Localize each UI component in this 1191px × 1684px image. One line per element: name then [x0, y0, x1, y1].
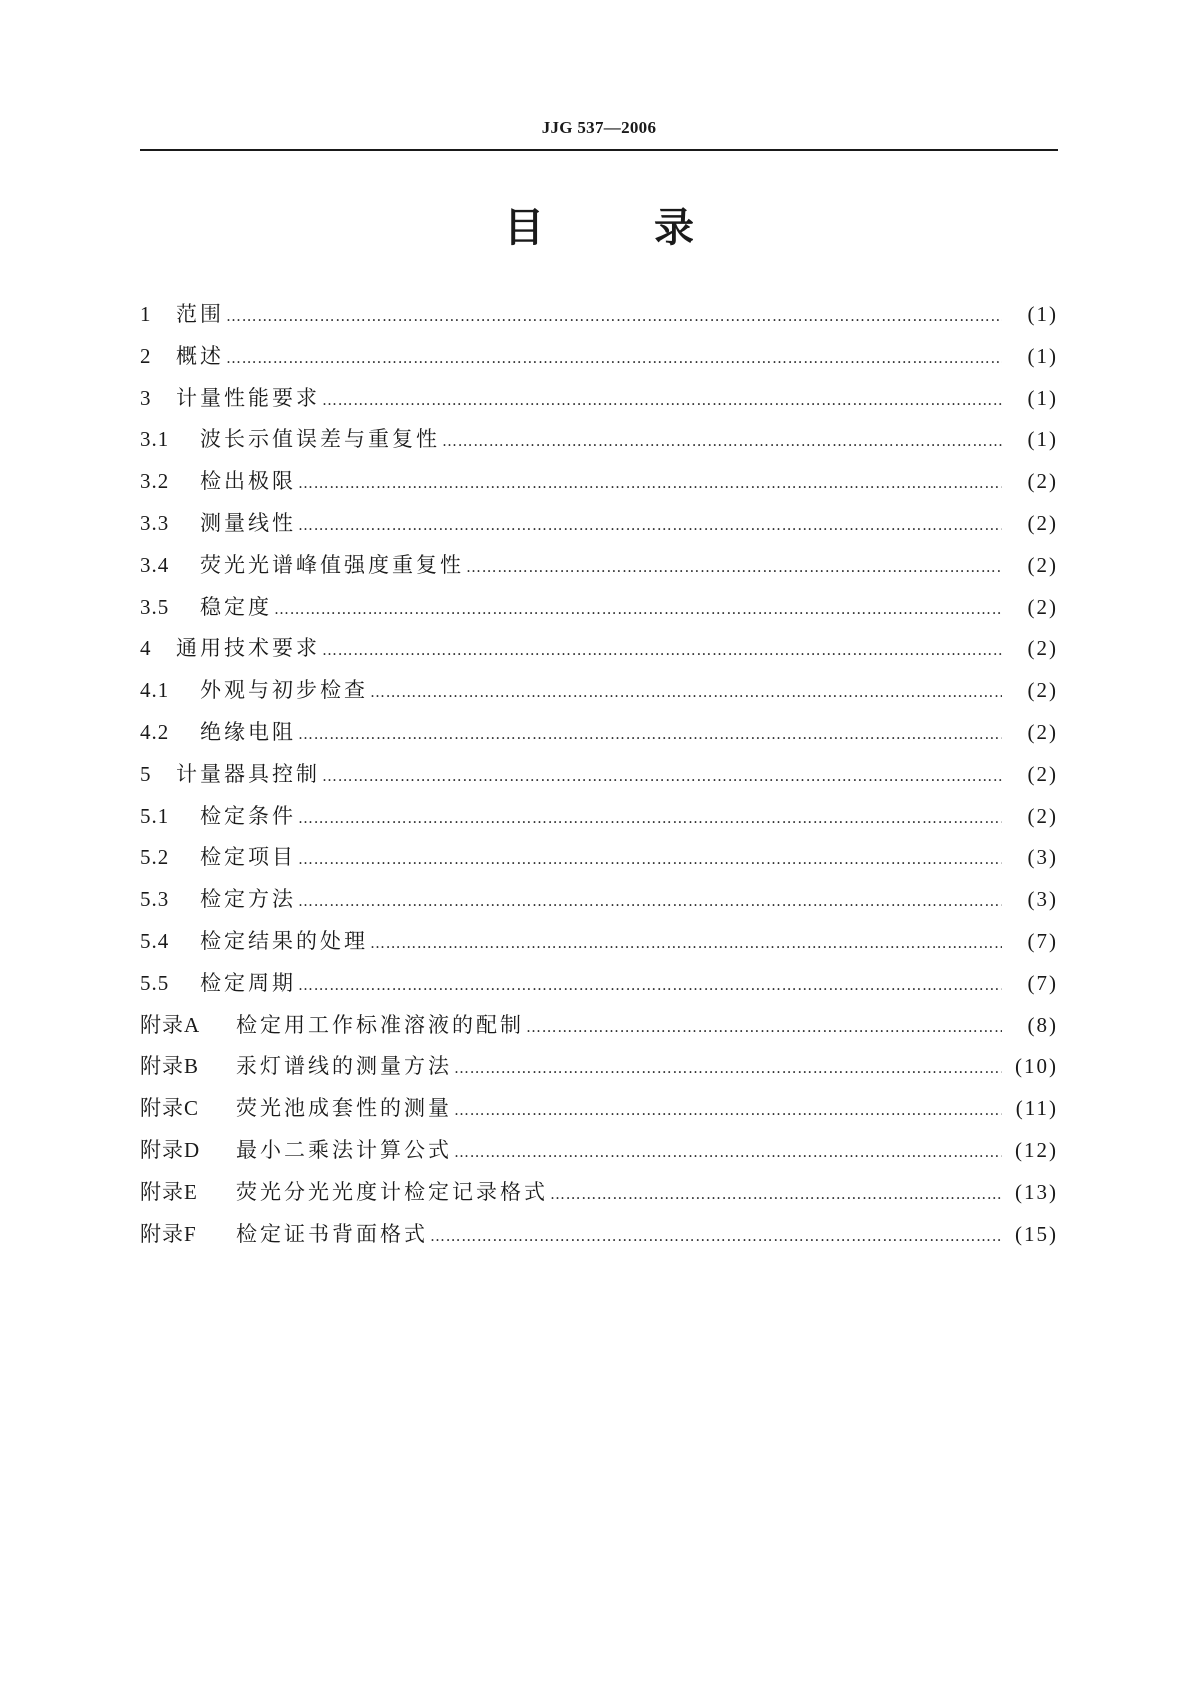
toc-entry[interactable]: [140, 336, 1058, 378]
toc-entry-label: 检定方法: [200, 887, 296, 912]
toc-entry-label: 检出极限: [200, 469, 296, 494]
toc-entry-number: 5.3: [140, 887, 170, 912]
toc-entry-leader: [322, 630, 1002, 672]
toc-entry-number: 3.5: [140, 594, 170, 619]
toc-entry[interactable]: [140, 963, 1058, 1005]
toc-entry-number: 5.5: [140, 970, 170, 995]
toc-entry-number: 4.2: [140, 719, 170, 744]
toc-entry-number: 附录C: [140, 1096, 200, 1121]
toc-entry-leader: [298, 463, 1002, 505]
toc-entry-page: (2): [1027, 552, 1058, 577]
toc-entry-page: (1): [1027, 302, 1058, 326]
toc-entry[interactable]: [140, 754, 1058, 796]
toc-entry-leader: [370, 672, 1002, 714]
toc-entry-number: 附录D: [140, 1137, 201, 1162]
toc-entry[interactable]: [140, 879, 1058, 921]
toc-entry-number: 3.1: [140, 427, 170, 452]
toc-entry[interactable]: [140, 670, 1058, 712]
toc-entry-label: 通用技术要求: [176, 636, 320, 661]
toc-entry-leader: [226, 296, 1002, 338]
toc-entry-label: 最小二乘法计算公式: [236, 1137, 452, 1162]
toc-entry-label: 检定用工作标准溶液的配制: [236, 1012, 524, 1037]
toc-entry-label: 检定项目: [200, 845, 296, 870]
toc-entry[interactable]: [140, 1088, 1058, 1130]
toc-entry-number: 5.1: [140, 803, 170, 828]
toc-entry[interactable]: [140, 1130, 1058, 1172]
table-of-contents: [140, 294, 1058, 1255]
toc-entry-leader: [454, 1048, 1002, 1090]
toc-entry[interactable]: [140, 1172, 1058, 1214]
toc-entry-leader: [298, 965, 1002, 1007]
toc-entry-page: (2): [1027, 678, 1058, 703]
toc-entry-number: 附录E: [140, 1179, 198, 1204]
toc-entry-number: 附录A: [140, 1012, 201, 1037]
toc-entry[interactable]: [140, 1214, 1058, 1256]
toc-entry[interactable]: [140, 587, 1058, 629]
toc-entry-leader: [550, 1174, 1002, 1216]
toc-entry-leader: [454, 1132, 1002, 1174]
toc-entry-page: (7): [1027, 970, 1058, 995]
toc-entry[interactable]: [140, 796, 1058, 838]
toc-title: [140, 200, 1058, 256]
toc-entry-leader: [526, 1007, 1002, 1049]
toc-entry-label: 绝缘电阻: [200, 719, 296, 744]
toc-entry-label: 检定条件: [200, 803, 296, 828]
toc-entry-page: (12): [1015, 1137, 1058, 1162]
toc-entry-leader: [226, 338, 1002, 380]
toc-entry-number: 5: [140, 761, 152, 786]
toc-entry-label: 概述: [176, 343, 224, 368]
toc-entry-label: 计量性能要求: [176, 385, 320, 410]
toc-entry-number: 3.4: [140, 552, 170, 577]
toc-entry-page: (3): [1027, 887, 1058, 912]
toc-entry-leader: [298, 505, 1002, 547]
header-rule: [140, 149, 1058, 151]
toc-entry-label: 荧光池成套性的测量: [236, 1096, 452, 1121]
toc-entry-leader: [442, 421, 1002, 463]
toc-entry-leader: [298, 798, 1002, 840]
toc-entry-page: (3): [1027, 845, 1058, 870]
toc-entry-number: 5.4: [140, 928, 170, 953]
toc-entry[interactable]: [140, 461, 1058, 503]
toc-entry-page: (2): [1027, 594, 1058, 619]
toc-entry-number: 1: [140, 302, 152, 326]
toc-entry-number: 4.1: [140, 678, 170, 703]
toc-entry[interactable]: [140, 1005, 1058, 1047]
toc-entry-label: 荧光光谱峰值强度重复性: [200, 552, 464, 577]
toc-entry-leader: [298, 714, 1002, 756]
toc-entry-number: 5.2: [140, 845, 170, 870]
toc-entry-page: (7): [1027, 928, 1058, 953]
toc-entry-number: 3.3: [140, 510, 170, 535]
toc-entry-page: (2): [1027, 510, 1058, 535]
toc-entry-page: (1): [1027, 427, 1058, 452]
toc-entry-label: 荧光分光光度计检定记录格式: [236, 1179, 548, 1204]
toc-entry-label: 范围: [176, 302, 224, 326]
toc-entry[interactable]: [140, 545, 1058, 587]
toc-entry-page: (15): [1015, 1221, 1058, 1246]
toc-entry[interactable]: [140, 419, 1058, 461]
toc-entry-leader: [466, 547, 1002, 589]
toc-entry[interactable]: [140, 378, 1058, 420]
toc-entry-leader: [274, 589, 1002, 631]
toc-entry-label: 计量器具控制: [176, 761, 320, 786]
toc-entry-label: 外观与初步检查: [200, 678, 368, 703]
toc-entry-label: 检定周期: [200, 970, 296, 995]
toc-entry-number: 附录F: [140, 1221, 197, 1246]
toc-entry-number: 3.2: [140, 469, 170, 494]
toc-entry[interactable]: [140, 712, 1058, 754]
toc-entry-number: 2: [140, 343, 152, 368]
toc-title-char-1: 目: [504, 205, 544, 251]
toc-entry-page: (2): [1027, 636, 1058, 661]
toc-entry[interactable]: [140, 628, 1058, 670]
toc-entry-leader: [322, 380, 1002, 422]
toc-entry-label: 稳定度: [200, 594, 272, 619]
toc-entry-number: 附录B: [140, 1054, 200, 1079]
toc-entry-page: (1): [1027, 343, 1058, 368]
toc-entry-label: 波长示值误差与重复性: [200, 427, 440, 452]
toc-entry-leader: [322, 756, 1002, 798]
toc-entry-number: 4: [140, 636, 152, 661]
toc-entry-page: (10): [1015, 1054, 1058, 1079]
toc-entry-page: (11): [1015, 1096, 1058, 1121]
toc-entry-page: (2): [1027, 719, 1058, 744]
toc-entry-leader: [370, 923, 1002, 965]
toc-entry-number: 3: [140, 385, 152, 410]
toc-entry-leader: [298, 839, 1002, 881]
toc-entry-page: (2): [1027, 469, 1058, 494]
toc-entry[interactable]: [140, 294, 1058, 336]
toc-entry-leader: [298, 881, 1002, 923]
toc-entry[interactable]: [140, 1046, 1058, 1088]
toc-entry-page: (13): [1015, 1179, 1058, 1204]
toc-entry-label: 测量线性: [200, 510, 296, 535]
document-code-header: JJG 537—2006: [541, 118, 657, 137]
toc-entry-page: (2): [1027, 803, 1058, 828]
toc-entry-leader: [454, 1090, 1002, 1132]
toc-entry-label: 检定结果的处理: [200, 928, 368, 953]
toc-entry[interactable]: [140, 503, 1058, 545]
toc-title-char-2: 录: [654, 205, 694, 251]
toc-entry-page: (2): [1027, 761, 1058, 786]
toc-entry[interactable]: [140, 921, 1058, 963]
toc-entry-page: (1): [1027, 385, 1058, 410]
toc-entry-leader: [430, 1216, 1002, 1258]
toc-entry-label: 检定证书背面格式: [236, 1221, 428, 1246]
toc-entry[interactable]: [140, 837, 1058, 879]
toc-entry-label: 汞灯谱线的测量方法: [236, 1054, 452, 1079]
toc-entry-page: (8): [1027, 1012, 1058, 1037]
